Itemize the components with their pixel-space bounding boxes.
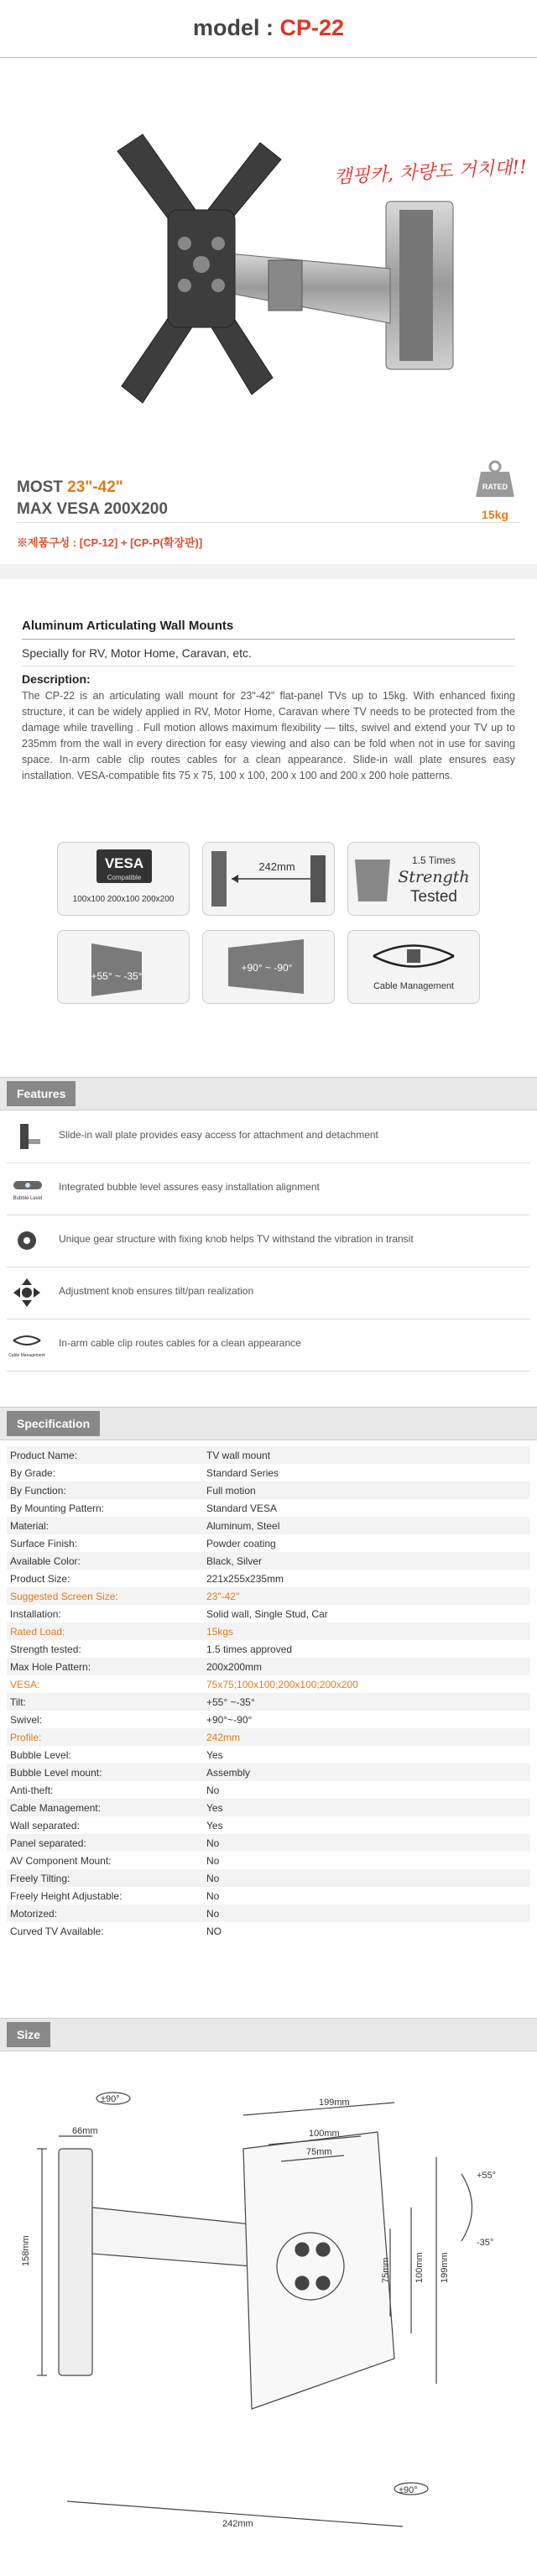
spec-label: Bubble Level mount:	[7, 1763, 203, 1781]
cable-management-caption: Cable Management	[8, 1353, 45, 1358]
spec-value: +55° ~-35°	[203, 1693, 530, 1711]
dim-w100: 100mm	[309, 2129, 340, 2139]
spec-label: Swivel:	[10, 1713, 43, 1726]
spec-label: Profile:	[7, 1728, 203, 1746]
spec-row	[7, 1640, 530, 1658]
spec-row	[7, 1887, 530, 1905]
composition-text: ※제품구성 : [CP-12] + [CP-P(확장판)]	[17, 536, 203, 549]
dim-h199: 199mm	[440, 2252, 450, 2283]
spec-row	[7, 1658, 530, 1675]
spec-value: Yes	[206, 1819, 223, 1831]
bubble-level-icon	[12, 1173, 42, 1204]
vesa-icon	[58, 843, 189, 895]
specification-header	[0, 1407, 537, 1440]
rated-load: 15kg	[482, 508, 508, 521]
max-vesa-text: MAX VESA 200X200	[17, 500, 168, 518]
tile-strength	[347, 842, 480, 916]
spec-label: Freely Tilting:	[7, 1869, 203, 1887]
spec-row	[7, 1517, 530, 1534]
spec-label: Max Hole Pattern:	[7, 1658, 203, 1675]
vesa-sub: Compatible	[107, 874, 142, 881]
spec-table	[7, 1446, 530, 1940]
intro-subtitle: Specially for RV, Motor Home, Caravan, etc.	[22, 646, 252, 660]
feature-item	[7, 1110, 530, 1163]
description-heading: Description:	[22, 672, 91, 686]
spec-label: Installation:	[10, 1607, 61, 1620]
cable-label: Cable Management	[373, 981, 454, 991]
spec-label: Motorized:	[7, 1905, 203, 1922]
vesa-title: VESA	[104, 855, 144, 871]
dim-wall-width: 66mm	[72, 2126, 98, 2136]
spec-label: Material:	[7, 1517, 203, 1534]
spec-row	[7, 1852, 530, 1869]
rated-label: RATED	[482, 483, 508, 491]
spec-value: Black, Silver	[203, 1552, 530, 1570]
swivel-icon	[203, 931, 334, 1003]
features-header	[0, 1077, 537, 1110]
spec-label: VESA:	[10, 1678, 40, 1690]
spec-value: TV wall mount	[203, 1446, 530, 1464]
spec-label: By Mounting Pattern:	[10, 1502, 105, 1514]
spec-row	[7, 1587, 530, 1605]
spec-value: 75x75;100x100;200x100;200x200	[206, 1678, 358, 1690]
bubble-level-caption: Bubble Level	[13, 1196, 43, 1201]
dim-swivel-bottom: ±90°	[399, 2485, 418, 2495]
feature-text: Integrated bubble level assures easy installation alignment	[59, 1181, 320, 1193]
swivel-label: +90° ~ -90°	[241, 962, 293, 974]
spec-label: Tilt:	[7, 1693, 203, 1711]
tile-vesa	[57, 842, 190, 916]
feature-text: Adjustment knob ensures tilt/pan realization	[59, 1285, 254, 1297]
spec-value: No	[203, 1869, 530, 1887]
spec-value: Full motion	[203, 1481, 530, 1499]
feature-item	[7, 1319, 530, 1372]
spec-label: Anti-theft:	[10, 1784, 54, 1796]
tilt-label: +55° ~ -35°	[91, 970, 143, 982]
spec-value: No	[206, 1854, 220, 1867]
model-title	[0, 15, 537, 41]
gear-icon	[12, 1225, 42, 1257]
intro-divider	[22, 639, 515, 640]
spec-row	[7, 1605, 530, 1622]
model-label: model :	[192, 15, 280, 40]
spec-row	[7, 1799, 530, 1816]
extension-icon	[203, 843, 334, 915]
rated-badge	[470, 460, 520, 521]
features-title: Features	[7, 1081, 76, 1106]
spec-value: Yes	[206, 1748, 223, 1761]
spec-label: Strength tested:	[10, 1643, 81, 1655]
spec-row	[7, 1481, 530, 1499]
feature-text: In-arm cable clip routes cables for a clean appearance	[59, 1337, 301, 1349]
spec-value: Yes	[203, 1799, 530, 1816]
spec-value: No	[203, 1905, 530, 1922]
spec-row	[7, 1552, 530, 1570]
spec-value: Assembly	[203, 1763, 530, 1781]
spec-value: Standard VESA	[206, 1502, 278, 1514]
dim-h100: 100mm	[414, 2252, 425, 2283]
dim-depth: 242mm	[222, 2519, 253, 2529]
spec-value: Solid wall, Single Stud, Car	[206, 1607, 328, 1620]
size-range-text	[17, 478, 123, 497]
spec-label: By Grade:	[10, 1466, 56, 1479]
strength-line1: 1.5 Times	[411, 854, 456, 866]
strength-line3: Tested	[410, 888, 457, 906]
spec-row	[7, 1834, 530, 1852]
spec-value: +90°~-90°	[206, 1713, 253, 1726]
spec-value: Powder coating	[206, 1537, 276, 1549]
spec-row	[7, 1675, 530, 1693]
spec-label: Bubble Level:	[10, 1748, 71, 1761]
spec-row	[7, 1781, 530, 1799]
spec-label: AV Component Mount:	[10, 1854, 112, 1867]
spec-label: By Function:	[7, 1481, 203, 1499]
size-header	[0, 2018, 537, 2051]
feature-text: Unique gear structure with fixing knob helps TV withstand the vibration in transit	[59, 1233, 414, 1245]
strength-icon	[348, 843, 479, 915]
spec-value: 200x200mm	[203, 1658, 530, 1675]
dim-w199: 199mm	[319, 2098, 350, 2108]
spec-value: 221x255x235mm	[206, 1572, 284, 1585]
model-code: CP-22	[279, 15, 345, 40]
promo-text: 캠핑카, 차량도 거치대!!	[333, 156, 528, 188]
strength-line2: Strength	[398, 868, 470, 886]
feature-item	[7, 1163, 530, 1215]
spec-label: Curved TV Available:	[10, 1925, 104, 1937]
spec-label: Product Size:	[10, 1572, 70, 1585]
spec-row	[7, 1746, 530, 1763]
size-title: Size	[7, 2022, 50, 2047]
tilt-icon	[58, 931, 189, 1003]
spec-label: Available Color:	[7, 1552, 203, 1570]
extension-label: 242mm	[258, 860, 295, 873]
spec-row	[7, 1622, 530, 1640]
tile-cable	[347, 930, 480, 1004]
spec-row	[7, 1464, 530, 1481]
spec-value: Standard Series	[206, 1466, 279, 1479]
dim-tilt-down: -35°	[477, 2238, 494, 2248]
tile-tilt	[57, 930, 190, 1004]
spec-value: 23"-42"	[203, 1587, 530, 1605]
section-gap	[0, 564, 537, 579]
specification-title: Specification	[7, 1411, 100, 1436]
spec-row	[7, 1816, 530, 1834]
spec-label: Rated Load:	[7, 1622, 203, 1640]
spec-label: Cable Management:	[7, 1799, 203, 1816]
spec-row	[7, 1534, 530, 1552]
dim-w75: 75mm	[306, 2147, 332, 2157]
spec-label: Surface Finish:	[10, 1537, 78, 1549]
spec-label: Freely Height Adjustable:	[10, 1889, 123, 1902]
spec-value: NO	[206, 1925, 222, 1937]
spec-value: No	[206, 1784, 220, 1796]
spec-label: Product Name:	[7, 1446, 203, 1464]
dim-swivel-top: ±90°	[101, 2094, 120, 2104]
spec-label: Suggested Screen Size:	[7, 1587, 203, 1605]
spec-row	[7, 1446, 530, 1464]
vesa-caption: 100x100 200x100 200x200	[72, 895, 175, 904]
size-diagram	[0, 2056, 537, 2560]
cable-management-icon	[8, 1329, 45, 1361]
spec-row	[7, 1922, 530, 1940]
spec-row	[7, 1711, 530, 1728]
tile-extension	[202, 842, 335, 916]
dim-tilt-up: +55°	[477, 2171, 497, 2181]
header-divider	[0, 57, 537, 58]
spec-row	[7, 1728, 530, 1746]
spec-value: No	[206, 1889, 220, 1902]
intro-title: Aluminum Articulating Wall Mounts	[22, 619, 234, 633]
adjustment-arrows-icon	[12, 1277, 42, 1309]
spec-label: Wall separated:	[10, 1819, 80, 1831]
specs-divider	[17, 522, 520, 523]
spec-row	[7, 1905, 530, 1922]
spec-row	[7, 1499, 530, 1517]
feature-text: Slide-in wall plate provides easy access for attachment and detachment	[59, 1129, 378, 1141]
spec-value: 242mm	[203, 1728, 530, 1746]
spec-row	[7, 1763, 530, 1781]
spec-table-wrap	[7, 1446, 530, 1940]
dim-h75: 75mm	[381, 2257, 391, 2283]
spec-label: Panel separated:	[7, 1834, 203, 1852]
spec-value: No	[203, 1834, 530, 1852]
spec-value: 15kgs	[203, 1622, 530, 1640]
spec-row	[7, 1570, 530, 1587]
tile-swivel	[202, 930, 335, 1004]
spec-row	[7, 1869, 530, 1887]
size-range: 23"-42"	[67, 478, 123, 496]
spec-value: 1.5 times approved	[206, 1643, 293, 1655]
feature-item	[7, 1215, 530, 1267]
weight-icon	[474, 460, 516, 499]
feature-item	[7, 1267, 530, 1319]
most-prefix: MOST	[17, 478, 68, 496]
cable-icon	[348, 931, 479, 981]
dim-height: 158mm	[21, 2235, 31, 2266]
wall-plate-icon	[12, 1121, 42, 1152]
spec-value: Aluminum, Steel	[203, 1517, 530, 1534]
description-text: The CP-22 is an articulating wall mount for 23"-42" flat-panel TVs up to 15kg. With enhanced fixing structure, it can be widely applied in RV, Motor Home, Caravan where TV needs to be protected from the damage while travelling . Full motion allows maximum flexibility — tilts, swivel and extend your TV up to 235mm from the wall in every direction for easy viewing and also can be fold when not in use for saving space. In-arm cable clip routes cables for a clean appearance. Slide-in wall plate ensures easy installation. VESA-compatible fits 75 x 75, 100 x 100, 200 x 100 and 200 x 200 hole patterns.	[22, 690, 515, 781]
spec-row	[7, 1693, 530, 1711]
